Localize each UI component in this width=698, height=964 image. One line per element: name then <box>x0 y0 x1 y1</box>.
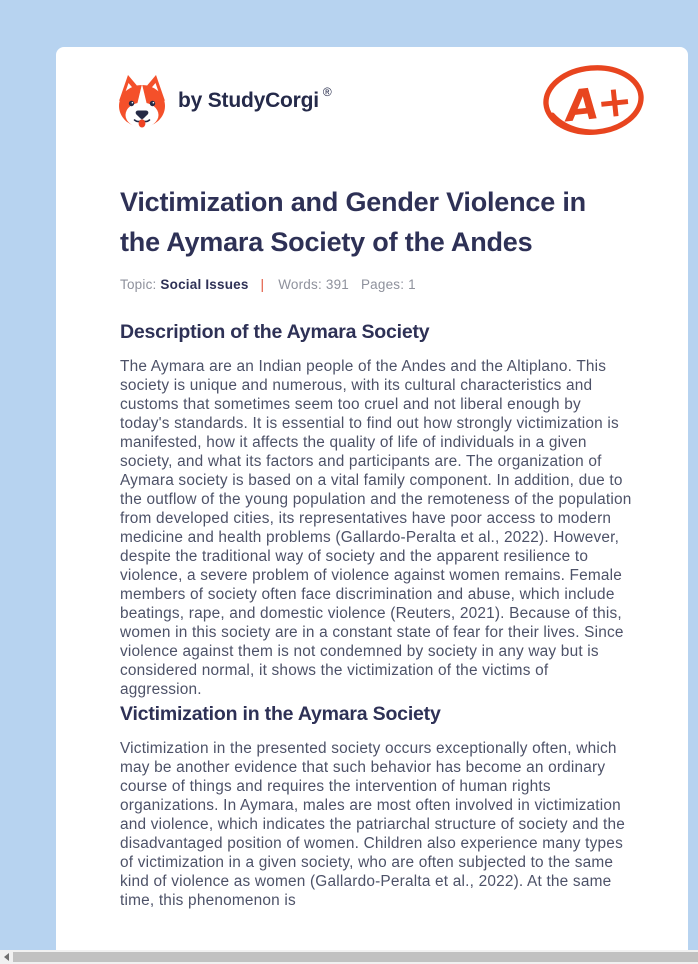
section-paragraph-description: The Aymara are an Indian people of the Andes and the Altiplano. This society is unique and numerous, with its cultural characteristics and customs that sometimes seem too cruel and not liberal enough by today's standards. It is essential to find out how strongly victimization is manifested, how it affects the quality of life of individuals in a given society, and what its factors and participants are. The organization of Aymara society is based on a vital family component. In addition, due to the outflow of the young population and the remoteness of the population from developed cities, its representatives have poor access to modern medicine and health problems (Gallardo-Peralta et al., 2022). However, despite the traditional way of society and the apparent resilience to violence, a severe problem of violence against women remains. Female members of society often face discrimination and abuse, which include beatings, rape, and domestic violence (Reuters, 2021). Because of this, women in this society are in a constant state of fear for their lives. Since violence against them is not condemned by society in any way but is considered normal, it shows the victimization of the victims of aggression. <box>120 358 632 698</box>
left-arrow-icon <box>4 953 9 961</box>
studycorgi-logo <box>118 74 332 128</box>
essay-content <box>56 182 632 910</box>
pages-count: Pages: 1 <box>360 277 416 292</box>
essay-preview-card <box>56 47 688 950</box>
scrollbar-thumb[interactable] <box>13 952 698 962</box>
scroll-left-button[interactable] <box>0 950 13 964</box>
registered-trademark: ® <box>322 85 332 99</box>
section-heading-description: Description of the Aymara Society <box>120 321 430 343</box>
section-heading-victimization: Victimization in the Aymara Society <box>120 703 441 725</box>
words-count: Words: 391 <box>278 277 349 292</box>
brand-name: by StudyCorgi <box>178 89 319 112</box>
meta-divider: | <box>260 277 265 292</box>
essay-meta-row <box>120 277 632 292</box>
topic-label: Topic: <box>120 277 157 292</box>
a-plus-grade-icon <box>541 62 646 140</box>
corgi-icon <box>118 74 166 128</box>
section-paragraph-victimization: Victimization in the presented society occurs exceptionally often, which may be another evidence that such behavior has become an ordinary course of things and requires the intervention of human rights organizations. In Aymara, males are most often involved in victimization and violence, which indicates the patriarchal structure of society and the disadvantaged position of women. Children also experience many types of victimization in a given society, who are often subjected to the same kind of violence as women (Gallardo-Peralta et al., 2022). At the same time, this phenomenon is <box>120 740 626 909</box>
brand-header <box>56 47 688 140</box>
horizontal-scrollbar[interactable] <box>0 950 698 964</box>
topic-link[interactable]: Social Issues <box>160 277 249 292</box>
grade-text: A+ <box>563 75 634 133</box>
essay-title: Victimization and Gender Violence in the Aymara Society of the Andes <box>120 187 586 257</box>
